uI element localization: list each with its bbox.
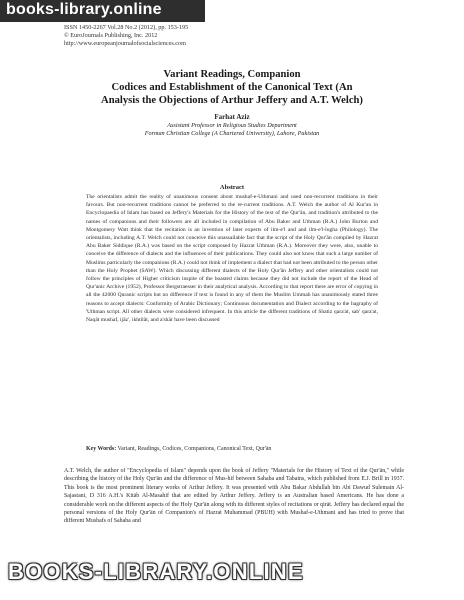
title-line: Analysis the Objections of Arthur Jeffery and A.T. Welch) bbox=[101, 95, 363, 106]
journal-url: http://www.europeanjournalofsocialsciences.com bbox=[64, 40, 186, 47]
keywords-text: Variant, Readings, Codices, Companions, Canonical Text, Qur'ān bbox=[117, 446, 272, 452]
watermark-top-banner bbox=[0, 0, 205, 22]
keywords-label: Key Words: bbox=[86, 446, 117, 452]
watermark-bottom-text: BOOKS-LIBRARY.ONLINE bbox=[8, 559, 304, 584]
keywords bbox=[86, 445, 378, 453]
abstract-heading: Abstract bbox=[219, 184, 245, 191]
author-name: Farhat Aziz bbox=[214, 113, 250, 121]
watermark-top-text: books-library.online bbox=[6, 1, 162, 18]
issn-line: ISSN 1450-2267 Vol.28 No.2 (2012), pp. 153-195 bbox=[64, 24, 189, 31]
title-line: Variant Readings, Companion bbox=[163, 69, 301, 80]
copyright-line: © EuroJournals Publishing, Inc. 2012 bbox=[64, 32, 158, 39]
abstract-text: The orientalists admit the reality of unanimous consent about mushaf-e-Uthmani and used non-recurrent traditions in their favours. But non-recurrent traditions cannot be preferred to the re-current traditions. A.T. Welch the author of Al Kur'an in Encyclopaedia of Islam has based on Jeffery's Materials for the History of the text of the Qur'ān, and tradition's attributed to the names of companions and their followers are all included in compilation of Abu Baker and Uthman (R.A.) John Burton and Montgomery Watt think that the recitation is an invention of later experts of ilm-e'l and and ilm-e'l-lugha (Philology). The orientalists, including A.T. Welch could not conceive this unassailable fact that the script of the Holy Qur'ān compiled by Hazrat Abu Baker Siddique (R.A.) was based on the script composed by Hazrat Uthman (R.A.). Moreover they were, also, unable to conceive the difference of dialects and the influences of their publications. They could also not know that such a large number of Muslims particularly the companions (R.A.) could not think of implement a dialect that had not been attributed to the person other than the Holy Prophet (SAW). Which discussing different dialects of the Holy Qur'ān Jeffery and other orientalists could not follow the principles of Higher criticism inspite of the boasted claims because they did not include the report of the Head of Qur'anic Archive (1952), Professor Bergstraesser in their analytical analysis. According to that report there are error of copying in all the 42000 Quranic scripts but no difference if text is found in any of them the Muslim Ummah has unanimously stated three reasons to accept dialects: Conformity of Arabic Dictionary; Continuous documentation and Dialect according to the hagraphy of 'Uthman script. All other dialects were considered infrequent. In this article the different traditions of Shatiz qara'at, sab' qara'at, Naqāt mushaf, ijāz', ikhtilāt, and a'shār have been discussed bbox=[86, 194, 378, 324]
author-position: Assistant Professor in Religious Studies Department bbox=[167, 122, 297, 129]
author-institution: Forman Christian College (A Chartered University), Lahore, Pakistan bbox=[144, 130, 320, 137]
body-paragraph: A.T. Welch, the author of "Encyclopedia of Islam" depends upon the book of Jeffery "Materials for the History of Text of the Qur'ān," while describing the history of the Holy Qur'ān and the difference of Mus-hif between Sahaba and Tabains, which published from E.J. Brill in 1937. This book is the most prominent literary works of Arthur Jeffery. It was presented with Abu Bakar Abdullah bin Abi Dawud Sulemain Al-Sajastani, D 316 A.H.'s Kitāb Al-Masahif that are edited by Arthur Jeffery. Jeffery is an Australian based Americans. He has done a considerable work on the different aspects of the Holy Qur'ān along with its different styles of recitations or qirāt. Jeffery has declared equal the personal versions of the Holy Qur'ān of Companion's of Hazrat Muhammad (PBUH) with Mushaf-e-Uthmani and has tried to prove that different Mushafs of Sahaba and bbox=[64, 468, 404, 525]
article-title bbox=[60, 68, 404, 107]
title-line: Codices and Establishment of the Canonical Text (An bbox=[111, 82, 353, 93]
